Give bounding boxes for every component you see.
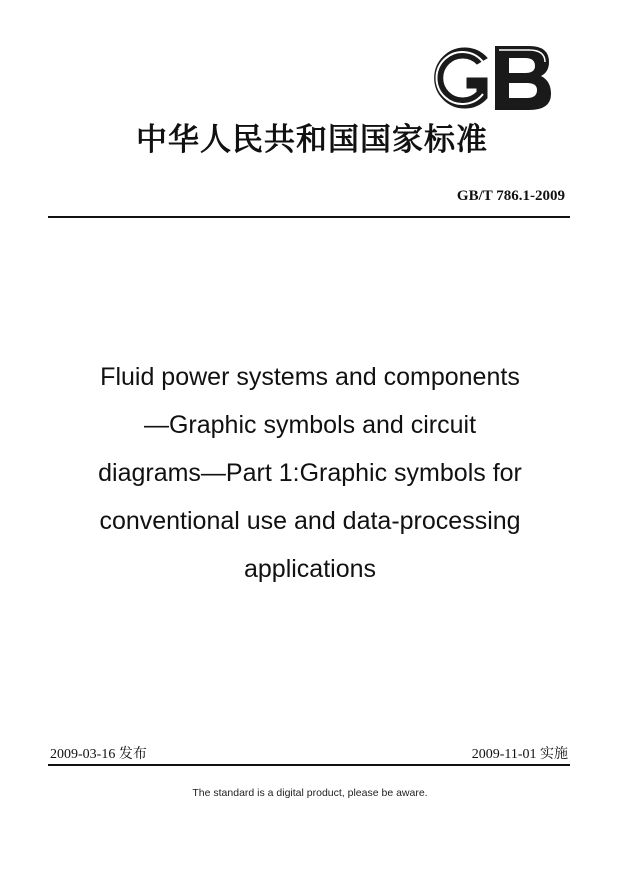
title-line: applications bbox=[243, 555, 377, 583]
bottom-divider bbox=[48, 764, 570, 766]
implementation-date bbox=[472, 743, 568, 763]
digital-product-notice: The standard is a digital product, please be aware. bbox=[192, 787, 428, 799]
implementation-date-value: 2009-11-01 bbox=[471, 747, 537, 762]
issue-date-value: 2009-03-16 bbox=[50, 747, 116, 762]
title-line: conventional use and data-processing bbox=[99, 507, 521, 535]
title-line: diagrams—Part 1:Graphic symbols for bbox=[98, 459, 522, 487]
gb-logo-icon bbox=[425, 40, 555, 116]
title-line: —Graphic symbols and circuit bbox=[143, 411, 477, 439]
issue-date-label: 发布 bbox=[118, 746, 147, 762]
title-line: Fluid power systems and components bbox=[100, 363, 520, 391]
implementation-date-label: 实施 bbox=[540, 746, 568, 762]
top-divider bbox=[48, 216, 570, 218]
document-title bbox=[60, 353, 560, 593]
national-standard-title: 中华人民共和国国家标准 bbox=[136, 122, 488, 158]
standard-number: GB/T 786.1-2009 bbox=[456, 188, 565, 204]
gb-logo bbox=[425, 40, 555, 116]
issue-date bbox=[50, 743, 147, 763]
